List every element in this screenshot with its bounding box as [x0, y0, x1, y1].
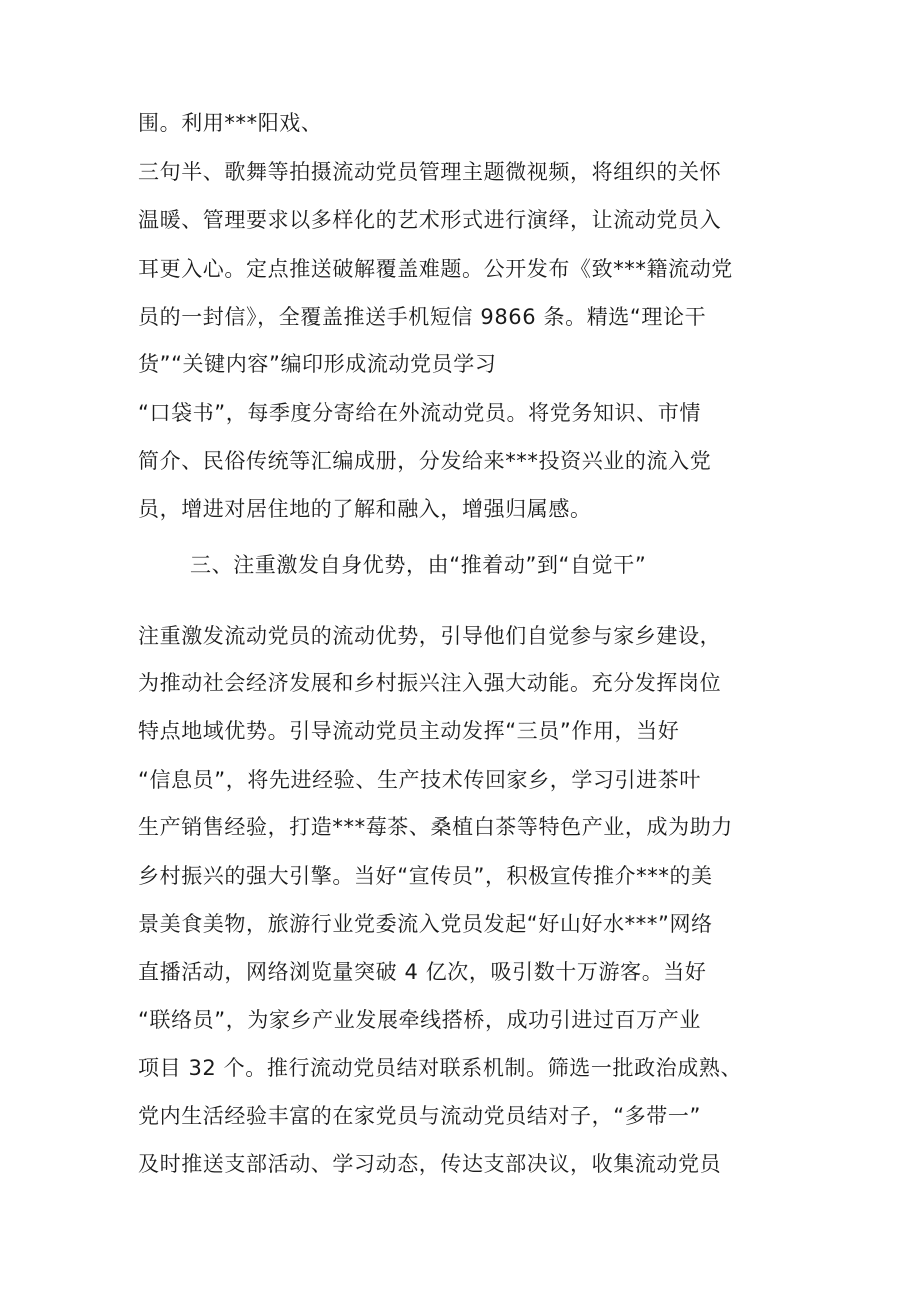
- paragraph-line: 景美食美物，旅游行业党委流入党员发起“好山好水***”网络: [138, 912, 713, 936]
- paragraph-line: 三句半、歌舞等拍摄流动党员管理主题微视频，将组织的关怀: [138, 160, 722, 184]
- paragraph-line: “信息员”，将先进经验、生产技术传回家乡，学习引进茶叶: [138, 768, 701, 792]
- paragraph-line: 生产销售经验，打造***莓茶、桑植白茶等特色产业，成为助力: [138, 815, 733, 839]
- paragraph-line: 员，增进对居住地的了解和融入，增强归属感。: [138, 497, 592, 521]
- paragraph-line: 为推动社会经济发展和乡村振兴注入强大动能。充分发挥岗位: [138, 671, 722, 695]
- paragraph-line: 项目 32 个。推行流动党员结对联系机制。筛选一批政治成熟、: [138, 1056, 743, 1080]
- paragraph-line: 乡村振兴的强大引擎。当好“宣传员”，积极宣传推介***的美: [138, 864, 713, 888]
- paragraph-line: 及时推送支部活动、学习动态，传达支部决议，收集流动党员: [138, 1152, 722, 1176]
- paragraph-line: 简介、民俗传统等汇编成册，分发给来***投资兴业的流入党: [138, 449, 712, 473]
- paragraph-line: “口袋书”，每季度分寄给在外流动党员。将党务知识、市情: [138, 401, 701, 425]
- section-heading: 三、注重激发自身优势，由“推着动”到“自觉干”: [190, 553, 647, 577]
- paragraph-line: “联络员”，为家乡产业发展牵线搭桥，成功引进过百万产业: [138, 1008, 701, 1032]
- paragraph-line: 特点地域优势。引导流动党员主动发挥“三员”作用，当好: [138, 719, 680, 743]
- paragraph-line: 员的一封信》，全覆盖推送手机短信 9866 条。精选“理论干: [138, 305, 707, 329]
- paragraph-line: 耳更入心。定点推送破解覆盖难题。公开发布《致***籍流动党: [138, 257, 733, 281]
- paragraph-line: 直播活动，网络浏览量突破 4 亿次，吸引数十万游客。当好: [138, 960, 707, 984]
- paragraph-line: 货”“关键内容”编印形成流动党员学习: [138, 352, 497, 376]
- paragraph-line: 党内生活经验丰富的在家党员与流动党员结对子，“多带一”: [138, 1104, 701, 1128]
- paragraph-line: 围。利用***阳戏、: [138, 111, 323, 135]
- paragraph-line: 注重激发流动党员的流动优势，引导他们自觉参与家乡建设，: [138, 624, 722, 648]
- paragraph-line: 温暖、管理要求以多样化的艺术形式进行演绎，让流动党员入: [138, 208, 722, 232]
